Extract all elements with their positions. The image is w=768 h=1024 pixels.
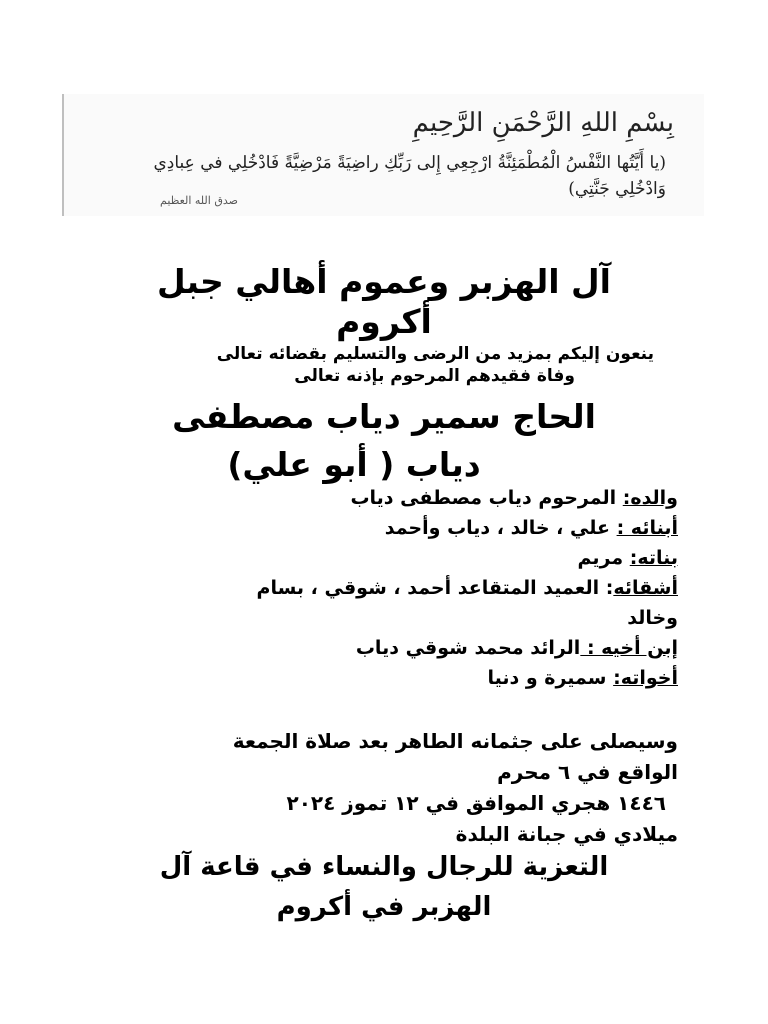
daughters-value: مريم xyxy=(577,547,630,569)
deceased-name-line1: الحاج سمير دياب مصطفى xyxy=(172,397,596,436)
sisters-label: أخواته: xyxy=(613,667,678,689)
announce-line1: ينعون إليكم بمزيد من الرضى والتسليم بقضائه تعالى xyxy=(216,344,654,364)
daughters-line xyxy=(60,543,678,573)
brothers-value: : العميد المتقاعد أحمد ، شوقي ، بسام xyxy=(256,577,614,599)
sons-value: علي ، خالد ، دياب وأحمد xyxy=(384,517,617,539)
sons-label: أبنائه : xyxy=(616,517,678,539)
prayer-line2: الواقع في ٦ محرم xyxy=(497,760,678,784)
condolence-line2: الهزبر في أكروم xyxy=(276,892,492,922)
brothers-line-cont: وخالد xyxy=(627,607,678,629)
prayer-line3: ١٤٤٦ هجري الموافق في ١٢ تموز ٢٠٢٤ xyxy=(286,791,666,815)
sisters-line xyxy=(60,663,678,693)
sons-line xyxy=(60,513,678,543)
prayer-line1: وسيصلى على جثمانه الطاهر بعد صلاة الجمعة xyxy=(232,729,678,753)
father-label: والده: xyxy=(622,487,678,509)
basmala-text: بِسْمِ اللهِ الرَّحْمَنِ الرَّحِيمِ xyxy=(412,108,674,138)
prayer-line4: ميلادي في جبانة البلدة xyxy=(455,822,678,846)
family-title-line2: أكروم xyxy=(336,302,432,341)
verse-text: (يا أَيَّتُها النَّفْسُ الْمُطْمَئِنَّةُ ارْجِعِي إِلى رَبِّكِ راضِيَةً مَرْضِيَّةً فَادْخُلِي في عِبادِي وَادْخُلِي جَنَّتِي) xyxy=(153,153,666,199)
brothers-label: أشقائه xyxy=(613,577,678,599)
nephew-line xyxy=(60,633,678,663)
daughters-label: بناته: xyxy=(629,547,678,569)
quran-verse-image xyxy=(62,94,704,216)
deceased-name-line2: دياب ( أبو علي) xyxy=(227,445,481,484)
father-value: المرحوم دياب مصطفى دياب xyxy=(350,487,623,509)
brothers-line xyxy=(60,573,678,603)
father-line xyxy=(60,483,678,513)
sisters-value: سميرة و دنيا xyxy=(487,667,614,689)
condolence-line1: التعزية للرجال والنساء في قاعة آل xyxy=(159,852,609,882)
nephew-value: الرائد محمد شوقي دياب xyxy=(355,637,581,659)
family-title-line1: آل الهزبر وعموم أهالي جبل xyxy=(157,262,611,301)
sadaq-text: صدق الله العظيم xyxy=(160,194,238,207)
nephew-label: إبن أخيه : xyxy=(580,637,678,659)
announce-line2: وفاة فقيدهم المرحوم بإذنه تعالى xyxy=(294,366,575,386)
